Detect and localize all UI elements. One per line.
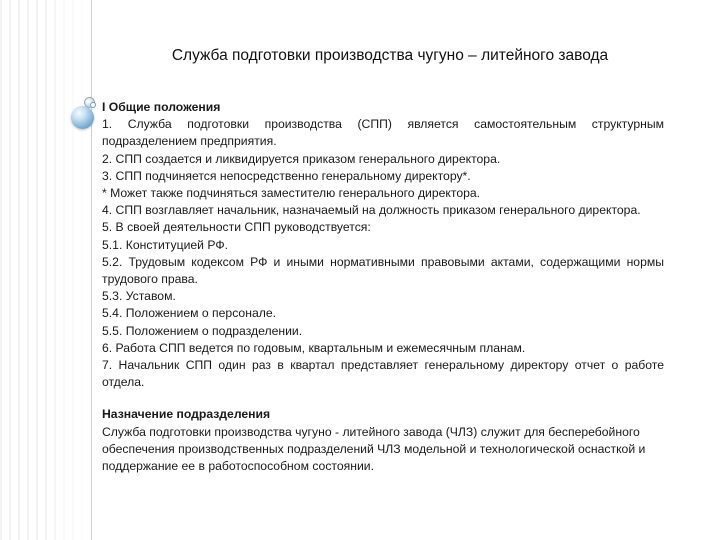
list-item-5-3: 5.3. Уставом. [102, 289, 176, 304]
list-item-5-2: 5.2. Трудовым кодексом РФ и иными нормативными правовыми актами, содержащими нормы трудового права. [102, 254, 664, 287]
section2-text: Служба подготовки производства чугуно - литейного завода (ЧЛЗ) служит для бесперебойного обеспечения производственных подразделений ЧЛЗ модельной и технологической оснасткой и поддержание ее в работоспособном состоянии. [102, 424, 646, 474]
list-item-5-1: 5.1. Конституцией РФ. [102, 237, 229, 252]
list-item-1: 1. Служба подготовки производства (СПП) является самостоятельным структурным подразделением предприятия. [102, 117, 664, 149]
list-item-7: 7. Начальник СПП один раз в квартал представляет генеральному директору отчет о работе отдела. [102, 358, 664, 390]
large-orb-icon [71, 106, 94, 129]
list-item-2: 2. СПП создается и ликвидируется приказом генерального директора. [102, 151, 501, 166]
bullet-ring-icon [90, 102, 96, 108]
list-item-5-4: 5.4. Положением о персонале. [102, 306, 276, 321]
slide-title: Служба подготовки производства чугуно – литейного завода [171, 47, 609, 64]
list-item-footnote: * Может также подчиняться заместителю генерального директора. [102, 186, 481, 201]
decorative-stripes-fade [40, 0, 88, 540]
list-item-5: 5. В своей деятельности СПП руководствуется: [102, 220, 371, 235]
section1-heading: I Общие положения [102, 100, 221, 114]
list-item-5-5: 5.5. Положением о подразделении. [102, 323, 303, 338]
vertical-rule [91, 0, 92, 540]
slide-body [102, 99, 664, 475]
section2-heading: Назначение подразделения [102, 407, 271, 422]
list-item-6: 6. Работа СПП ведется по годовым, квартальным и ежемесячным планам. [102, 340, 526, 355]
section-spacer [102, 391, 664, 406]
list-item-3: 3. СПП подчиняется непосредственно генеральному директору*. [102, 168, 471, 183]
list-item-4: 4. СПП возглавляет начальник, назначаемый на должность приказом генерального директора. [102, 203, 641, 218]
